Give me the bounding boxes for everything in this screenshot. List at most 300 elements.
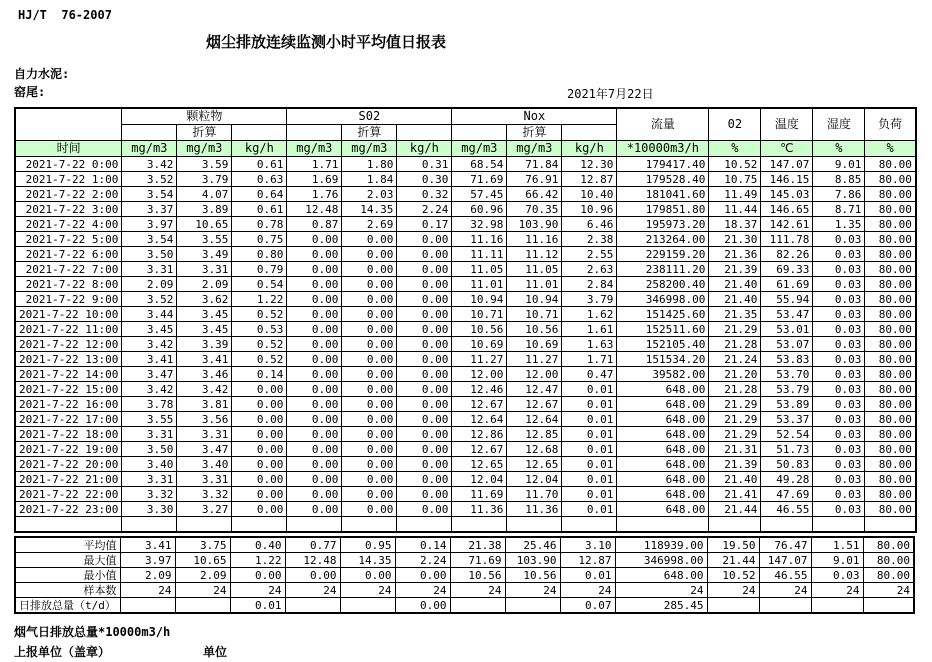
summary-value-cell: 648.00 [615, 568, 707, 583]
empty-cell [15, 517, 122, 533]
summary-body [15, 537, 914, 613]
empty-cell [287, 517, 342, 533]
value-cell: 21.41 [709, 487, 761, 502]
table-row [15, 262, 916, 277]
value-cell: 3.59 [177, 157, 232, 172]
value-cell: 3.79 [177, 172, 232, 187]
time-cell: 2021-7-22 6:00 [15, 247, 122, 262]
value-cell: 0.00 [342, 307, 397, 322]
value-cell: 0.30 [397, 172, 452, 187]
value-cell: 3.54 [122, 187, 177, 202]
empty-header [562, 125, 617, 141]
value-cell: 21.39 [709, 457, 761, 472]
summary-value-cell [863, 598, 914, 614]
summary-row [15, 537, 914, 553]
value-cell: 71.69 [452, 172, 507, 187]
value-cell: 195973.20 [617, 217, 709, 232]
value-cell: 1.61 [562, 322, 617, 337]
value-cell: 80.00 [865, 262, 916, 277]
time-cell: 2021-7-22 23:00 [15, 502, 122, 517]
summary-value-cell: 24 [395, 583, 450, 598]
summary-value-cell: 3.41 [120, 537, 175, 553]
value-cell: 648.00 [617, 442, 709, 457]
value-cell: 12.67 [452, 442, 507, 457]
unit-header: kg/h [232, 141, 287, 157]
value-cell: 21.28 [709, 382, 761, 397]
value-cell: 0.00 [232, 442, 287, 457]
value-cell: 3.41 [122, 352, 177, 367]
empty-cell [813, 517, 865, 533]
value-cell: 0.00 [342, 502, 397, 517]
value-cell: 1.71 [562, 352, 617, 367]
table-row [15, 202, 916, 217]
value-cell: 57.45 [452, 187, 507, 202]
value-cell: 11.05 [507, 262, 562, 277]
value-cell: 0.00 [397, 307, 452, 322]
value-cell: 70.35 [507, 202, 562, 217]
value-cell: 10.71 [507, 307, 562, 322]
value-cell: 0.01 [562, 427, 617, 442]
value-cell: 0.00 [397, 487, 452, 502]
table-row [15, 472, 916, 487]
value-cell: 11.05 [452, 262, 507, 277]
value-cell: 0.61 [232, 202, 287, 217]
value-cell: 80.00 [865, 397, 916, 412]
value-cell: 648.00 [617, 427, 709, 442]
empty-cell [452, 517, 507, 533]
value-cell: 60.96 [452, 202, 507, 217]
summary-value-cell: 0.00 [285, 568, 340, 583]
kiln-line [14, 83, 932, 100]
value-cell: 11.11 [452, 247, 507, 262]
value-cell: 0.03 [813, 427, 865, 442]
value-cell: 47.69 [761, 487, 813, 502]
time-cell: 2021-7-22 4:00 [15, 217, 122, 232]
value-cell: 10.71 [452, 307, 507, 322]
value-cell: 0.00 [397, 397, 452, 412]
time-cell: 2021-7-22 18:00 [15, 427, 122, 442]
report-table [0, 107, 932, 533]
value-cell: 21.35 [709, 307, 761, 322]
value-cell: 0.00 [287, 427, 342, 442]
value-cell: 0.00 [397, 442, 452, 457]
value-cell: 0.47 [562, 367, 617, 382]
value-cell: 3.41 [177, 352, 232, 367]
value-cell: 3.97 [122, 217, 177, 232]
summary-value-cell: 285.45 [615, 598, 707, 614]
summary-value-cell: 24 [863, 583, 914, 598]
value-cell: 3.55 [122, 412, 177, 427]
value-cell: 53.37 [761, 412, 813, 427]
value-cell: 21.40 [709, 292, 761, 307]
empty-cell [397, 517, 452, 533]
value-cell: 80.00 [865, 487, 916, 502]
value-cell: 21.29 [709, 412, 761, 427]
summary-value-cell: 14.35 [340, 553, 395, 568]
value-cell: 11.01 [452, 277, 507, 292]
value-cell: 0.00 [342, 247, 397, 262]
report-unit-label: 上报单位（盖章） [14, 645, 111, 659]
time-cell: 2021-7-22 14:00 [15, 367, 122, 382]
value-cell: 179528.40 [617, 172, 709, 187]
table-row [15, 352, 916, 367]
value-cell: 0.00 [397, 337, 452, 352]
value-cell: 21.20 [709, 367, 761, 382]
value-cell: 179851.80 [617, 202, 709, 217]
unit-header: % [813, 141, 865, 157]
daily-flow-total-note: 烟气日排放总量*10000m3/h [14, 625, 171, 639]
value-cell: 12.65 [452, 457, 507, 472]
value-cell: 21.29 [709, 397, 761, 412]
value-cell: 2.09 [122, 277, 177, 292]
value-cell: 0.00 [342, 487, 397, 502]
time-cell: 2021-7-22 15:00 [15, 382, 122, 397]
value-cell: 11.27 [452, 352, 507, 367]
value-cell: 0.00 [232, 487, 287, 502]
summary-value-cell: 21.38 [450, 537, 505, 553]
value-cell: 21.29 [709, 322, 761, 337]
value-cell: 0.00 [397, 352, 452, 367]
value-cell: 10.56 [507, 322, 562, 337]
time-cell: 2021-7-22 13:00 [15, 352, 122, 367]
value-cell: 0.00 [342, 322, 397, 337]
value-cell: 10.40 [562, 187, 617, 202]
summary-value-cell: 0.77 [285, 537, 340, 553]
value-cell: 80.00 [865, 337, 916, 352]
value-cell: 12.00 [507, 367, 562, 382]
value-cell: 0.00 [342, 427, 397, 442]
summary-value-cell: 24 [450, 583, 505, 598]
value-cell: 0.00 [397, 382, 452, 397]
time-cell: 2021-7-22 5:00 [15, 232, 122, 247]
value-cell: 648.00 [617, 472, 709, 487]
summary-value-cell: 46.55 [759, 568, 811, 583]
value-cell: 80.00 [865, 427, 916, 442]
value-cell: 3.42 [122, 382, 177, 397]
table-header [15, 108, 916, 157]
value-cell: 80.00 [865, 457, 916, 472]
empty-header [452, 125, 507, 141]
value-cell: 0.52 [232, 307, 287, 322]
empty-cell [177, 517, 232, 533]
value-cell: 53.07 [761, 337, 813, 352]
value-cell: 0.00 [287, 247, 342, 262]
value-cell: 0.01 [562, 487, 617, 502]
value-cell: 8.85 [813, 172, 865, 187]
value-cell: 2.63 [562, 262, 617, 277]
value-cell: 111.78 [761, 232, 813, 247]
value-cell: 0.53 [232, 322, 287, 337]
table-row [15, 487, 916, 502]
value-cell: 147.07 [761, 157, 813, 172]
value-cell: 11.27 [507, 352, 562, 367]
empty-header [122, 125, 177, 141]
value-cell: 80.00 [865, 247, 916, 262]
value-cell: 10.52 [709, 157, 761, 172]
value-cell: 0.00 [232, 382, 287, 397]
value-cell: 53.70 [761, 367, 813, 382]
value-cell: 76.91 [507, 172, 562, 187]
value-cell: 3.37 [122, 202, 177, 217]
table-row [15, 217, 916, 232]
value-cell: 2.69 [342, 217, 397, 232]
summary-value-cell: 71.69 [450, 553, 505, 568]
value-cell: 0.00 [397, 472, 452, 487]
value-cell: 11.44 [709, 202, 761, 217]
value-cell: 0.75 [232, 232, 287, 247]
col-header: 温度 [761, 108, 813, 141]
value-cell: 3.49 [177, 247, 232, 262]
summary-value-cell: 10.52 [707, 568, 759, 583]
value-cell: 10.69 [507, 337, 562, 352]
value-cell: 0.64 [232, 187, 287, 202]
converted-header: 折算 [507, 125, 562, 141]
header-row-units [15, 141, 916, 157]
value-cell: 0.00 [397, 502, 452, 517]
summary-value-cell: 24 [120, 583, 175, 598]
value-cell: 0.01 [562, 457, 617, 472]
summary-row [15, 553, 914, 568]
summary-data-table [14, 536, 915, 614]
value-cell: 18.37 [709, 217, 761, 232]
value-cell: 2.55 [562, 247, 617, 262]
value-cell: 0.01 [562, 412, 617, 427]
value-cell: 1.62 [562, 307, 617, 322]
summary-value-cell: 0.14 [395, 537, 450, 553]
summary-row [15, 598, 914, 614]
value-cell: 3.50 [122, 247, 177, 262]
value-cell: 21.31 [709, 442, 761, 457]
value-cell: 0.00 [397, 232, 452, 247]
value-cell: 0.00 [287, 292, 342, 307]
summary-value-cell [120, 598, 175, 614]
table-body [15, 157, 916, 533]
value-cell: 213264.00 [617, 232, 709, 247]
value-cell: 3.52 [122, 292, 177, 307]
table-row [15, 367, 916, 382]
col-header: 湿度 [813, 108, 865, 141]
value-cell: 80.00 [865, 352, 916, 367]
value-cell: 11.16 [507, 232, 562, 247]
value-cell: 2.03 [342, 187, 397, 202]
value-cell: 80.00 [865, 442, 916, 457]
value-cell: 14.35 [342, 202, 397, 217]
time-cell: 2021-7-22 10:00 [15, 307, 122, 322]
value-cell: 2.84 [562, 277, 617, 292]
summary-value-cell: 103.90 [505, 553, 560, 568]
value-cell: 3.55 [177, 232, 232, 247]
unit-header: mg/m3 [177, 141, 232, 157]
value-cell: 0.00 [397, 262, 452, 277]
unit-header: mg/m3 [122, 141, 177, 157]
value-cell: 3.27 [177, 502, 232, 517]
value-cell: 0.00 [232, 397, 287, 412]
value-cell: 11.49 [709, 187, 761, 202]
value-cell: 3.32 [177, 487, 232, 502]
value-cell: 0.03 [813, 442, 865, 457]
value-cell: 3.45 [177, 322, 232, 337]
value-cell: 21.30 [709, 232, 761, 247]
value-cell: 11.36 [452, 502, 507, 517]
value-cell: 0.00 [287, 457, 342, 472]
value-cell: 10.96 [562, 202, 617, 217]
value-cell: 3.39 [177, 337, 232, 352]
table-row [15, 157, 916, 172]
summary-value-cell [175, 598, 230, 614]
value-cell: 12.85 [507, 427, 562, 442]
value-cell: 21.29 [709, 427, 761, 442]
summary-label: 最小值 [15, 568, 120, 583]
value-cell: 3.42 [122, 337, 177, 352]
value-cell: 0.14 [232, 367, 287, 382]
value-cell: 0.03 [813, 232, 865, 247]
time-cell: 2021-7-22 3:00 [15, 202, 122, 217]
empty-cell [342, 517, 397, 533]
value-cell: 46.55 [761, 502, 813, 517]
table-row [15, 172, 916, 187]
summary-value-cell: 0.03 [811, 568, 863, 583]
value-cell: 648.00 [617, 487, 709, 502]
value-cell: 3.50 [122, 442, 177, 457]
time-cell: 2021-7-22 0:00 [15, 157, 122, 172]
value-cell: 0.00 [397, 292, 452, 307]
value-cell: 0.03 [813, 502, 865, 517]
unit-header: mg/m3 [287, 141, 342, 157]
value-cell: 0.00 [232, 412, 287, 427]
value-cell: 0.00 [342, 412, 397, 427]
value-cell: 1.80 [342, 157, 397, 172]
value-cell: 0.00 [342, 352, 397, 367]
table-row [15, 397, 916, 412]
value-cell: 53.01 [761, 322, 813, 337]
value-cell: 145.03 [761, 187, 813, 202]
value-cell: 3.46 [177, 367, 232, 382]
time-cell: 2021-7-22 9:00 [15, 292, 122, 307]
summary-label: 样本数 [15, 583, 120, 598]
value-cell: 0.00 [342, 397, 397, 412]
value-cell: 0.03 [813, 457, 865, 472]
summary-value-cell: 12.87 [560, 553, 615, 568]
value-cell: 12.30 [562, 157, 617, 172]
value-cell: 3.31 [122, 427, 177, 442]
value-cell: 32.98 [452, 217, 507, 232]
table-row [15, 232, 916, 247]
summary-value-cell: 118939.00 [615, 537, 707, 553]
summary-value-cell: 0.00 [395, 568, 450, 583]
value-cell: 12.64 [452, 412, 507, 427]
value-cell: 80.00 [865, 292, 916, 307]
summary-value-cell: 10.65 [175, 553, 230, 568]
value-cell: 0.03 [813, 382, 865, 397]
empty-cell [709, 517, 761, 533]
summary-value-cell: 76.47 [759, 537, 811, 553]
summary-value-cell: 0.07 [560, 598, 615, 614]
value-cell: 4.07 [177, 187, 232, 202]
value-cell: 0.00 [397, 247, 452, 262]
value-cell: 0.00 [287, 382, 342, 397]
summary-value-cell: 24 [505, 583, 560, 598]
value-cell: 0.00 [232, 502, 287, 517]
summary-value-cell [759, 598, 811, 614]
value-cell: 0.00 [397, 322, 452, 337]
value-cell: 0.80 [232, 247, 287, 262]
value-cell: 181041.60 [617, 187, 709, 202]
value-cell: 12.46 [452, 382, 507, 397]
unit-header: mg/m3 [507, 141, 562, 157]
summary-value-cell: 19.50 [707, 537, 759, 553]
summary-row [15, 583, 914, 598]
summary-value-cell: 21.44 [707, 553, 759, 568]
time-cell: 2021-7-22 12:00 [15, 337, 122, 352]
value-cell: 0.00 [287, 472, 342, 487]
value-cell: 11.70 [507, 487, 562, 502]
value-cell: 82.26 [761, 247, 813, 262]
value-cell: 3.78 [122, 397, 177, 412]
value-cell: 0.00 [397, 367, 452, 382]
value-cell: 648.00 [617, 502, 709, 517]
summary-value-cell: 9.01 [811, 553, 863, 568]
value-cell: 0.00 [342, 367, 397, 382]
value-cell: 648.00 [617, 412, 709, 427]
time-cell: 2021-7-22 21:00 [15, 472, 122, 487]
value-cell: 21.39 [709, 262, 761, 277]
value-cell: 6.46 [562, 217, 617, 232]
empty-cell [562, 517, 617, 533]
value-cell: 53.47 [761, 307, 813, 322]
value-cell: 10.75 [709, 172, 761, 187]
time-cell: 2021-7-22 20:00 [15, 457, 122, 472]
table-row [15, 382, 916, 397]
value-cell: 346998.00 [617, 292, 709, 307]
value-cell: 0.00 [232, 457, 287, 472]
value-cell: 12.67 [507, 397, 562, 412]
value-cell: 151425.60 [617, 307, 709, 322]
value-cell: 12.64 [507, 412, 562, 427]
value-cell: 80.00 [865, 322, 916, 337]
value-cell: 0.01 [562, 442, 617, 457]
footer-line [14, 643, 932, 659]
summary-value-cell: 0.40 [230, 537, 285, 553]
time-cell: 2021-7-22 1:00 [15, 172, 122, 187]
empty-cell [122, 517, 177, 533]
value-cell: 0.61 [232, 157, 287, 172]
summary-value-cell [811, 598, 863, 614]
time-cell: 2021-7-22 17:00 [15, 412, 122, 427]
time-cell: 2021-7-22 16:00 [15, 397, 122, 412]
value-cell: 53.89 [761, 397, 813, 412]
group-header: S02 [287, 108, 452, 125]
table-row [15, 427, 916, 442]
summary-value-cell: 2.09 [120, 568, 175, 583]
summary-value-cell [707, 598, 759, 614]
value-cell: 0.00 [287, 367, 342, 382]
time-cell: 2021-7-22 11:00 [15, 322, 122, 337]
value-cell: 11.16 [452, 232, 507, 247]
value-cell: 0.03 [813, 472, 865, 487]
group-header: 颗粒物 [122, 108, 287, 125]
summary-label: 最大值 [15, 553, 120, 568]
value-cell: 80.00 [865, 232, 916, 247]
value-cell: 80.00 [865, 172, 916, 187]
value-cell: 80.00 [865, 502, 916, 517]
value-cell: 152511.60 [617, 322, 709, 337]
value-cell: 3.89 [177, 202, 232, 217]
page-title: 烟尘排放连续监测小时平均值日报表 [205, 33, 446, 51]
value-cell: 3.42 [122, 157, 177, 172]
report-date: 2021年7月22日 [567, 87, 654, 101]
unit-header: ℃ [761, 141, 813, 157]
summary-value-cell: 147.07 [759, 553, 811, 568]
